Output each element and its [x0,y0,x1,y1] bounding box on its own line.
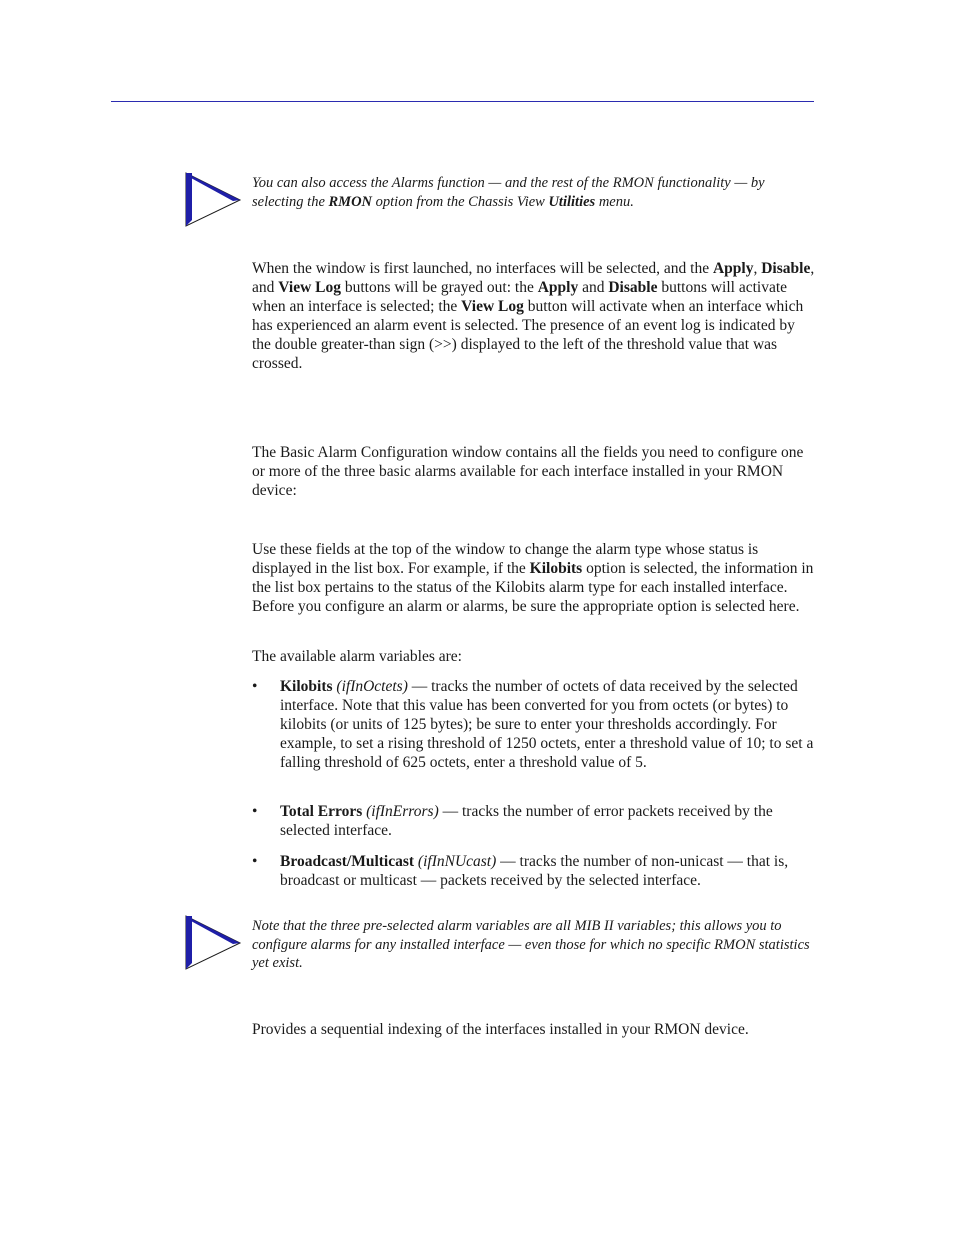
note-arrow-icon [183,913,243,971]
note-text-access: You can also access the Alarms function — and the rest of the RMON functionality — by selecting the RMON option from the Chassis View Utilities menu. [252,175,765,210]
list-item-body: Broadcast/Multicast (ifInNUcast) — tracks the number of non-unicast — that is, broadcast or multicast — packets received by the selected interface. [280,853,789,889]
note-arrow-icon [183,170,243,228]
paragraph-alarm-type-fields: Use these fields at the top of the window to change the alarm type whose status is displayed in the list box. For example, if the Kilobits option is selected, the information in the list box pertains to the status of the Kilobits alarm type for each installed interface. Before you configure an alarm or alarms, be sure the appropriate option is selected here. [252,541,814,615]
list-item-body: Kilobits (ifInOctets) — tracks the number of octets of data received by the selected interface. Note that this value has been converted for you from octets (or bytes) to kilobits (or units of 125 bytes); be sure to enter your thresholds accordingly. For example, to set a rising threshold of 1250 octets, enter a threshold value of 10; to set a falling threshold of 625 octets, enter a threshold value of 5. [280,678,814,771]
list-item-body: Total Errors (ifInErrors) — tracks the number of error packets received by the selected interface. [280,803,773,839]
bullet-symbol: • [252,678,258,695]
note-text-mib-variables: Note that the three pre-selected alarm variables are all MIB II variables; this allows you to configure alarms for any installed interface — even those for which no specific RMON statistics yet exist. [252,918,810,971]
bullet-symbol: • [252,803,258,820]
header-rule [111,101,814,102]
paragraph-basic-alarm-config: The Basic Alarm Configuration window contains all the fields you need to configure one or more of the three basic alarms available for each interface installed in your RMON device: [252,444,804,499]
paragraph-window-launch: When the window is first launched, no interfaces will be selected, and the Apply, Disable, and View Log buttons will be grayed out: the Apply and Disable buttons will activate when an interface is selected; the View Log button will activate when an interface which has experienced an alarm event is selected. The presence of an event log is indicated by the double greater-than sign (>>) displayed to the left of the threshold value that was crossed. [252,260,815,372]
paragraph-interface-index: Provides a sequential indexing of the interfaces installed in your RMON device. [252,1021,749,1038]
paragraph-available-variables: The available alarm variables are: [252,648,462,665]
bullet-symbol: • [252,853,258,870]
